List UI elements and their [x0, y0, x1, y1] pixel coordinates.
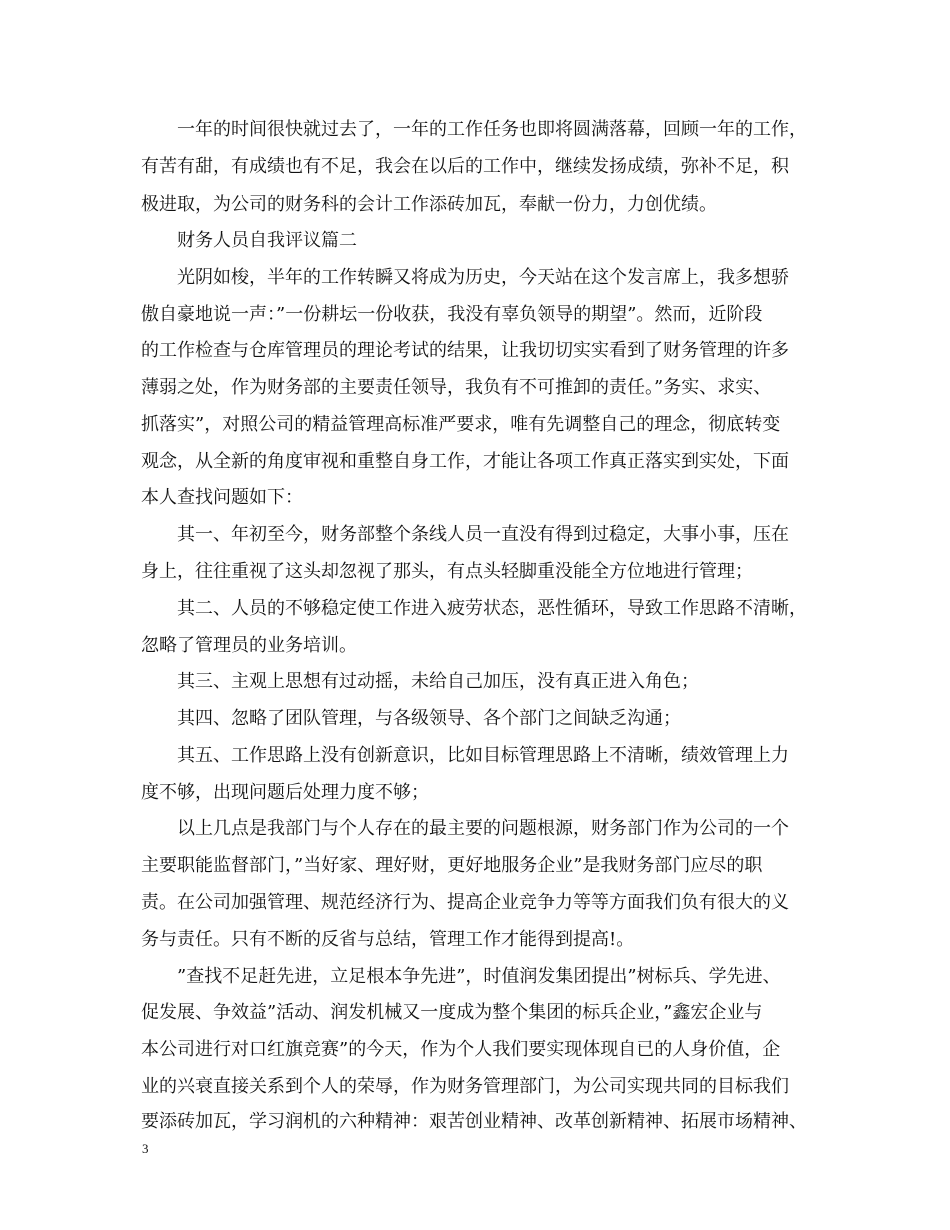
text-line: 光阴如梭，半年的工作转瞬又将成为历史，今天站在这个发言席上，我多想骄 — [177, 267, 789, 288]
page-number: 3 — [142, 1141, 149, 1156]
text-line: 务与责任。只有不断的反省与总结，管理工作才能得到提高!。 — [141, 929, 635, 950]
text-line: 傲自豪地说一声：”一份耕坛一份收获，我没有辜负领导的期望”。然而，近阶段 — [141, 304, 763, 325]
text-line: 度不够，出现问题后处理力度不够； — [141, 782, 429, 803]
section-heading: 财务人员自我评议篇二 — [177, 230, 357, 251]
text-line: 要添砖加瓦，学习润机的六种精神：艰苦创业精神、改革创新精神、拓展市场精神、 — [141, 1111, 807, 1132]
text-line: 其二、人员的不够稳定使工作进入疲劳状态，恶性循环，导致工作思路不清晰， — [177, 598, 807, 619]
text-line: 业的兴衰直接关系到个人的荣辱，作为财务管理部门，为公司实现共同的目标我们 — [141, 1076, 789, 1097]
text-line: 薄弱之处，作为财务部的主要责任领导，我负有不可推卸的责任。”务实、求实、 — [141, 377, 772, 398]
text-line: 其五、工作思路上没有创新意识，比如目标管理思路上不清晰，绩效管理上力 — [177, 745, 789, 766]
text-line: 有苦有甜，有成绩也有不足，我会在以后的工作中，继续发扬成绩，弥补不足，积 — [141, 156, 789, 177]
text-line: 其一、年初至今，财务部整个条线人员一直没有得到过稳定，大事小事，压在 — [177, 524, 789, 545]
text-line: 其三、主观上思想有过动摇，未给自己加压，没有真正进入角色； — [177, 671, 699, 692]
text-line: 身上，往往重视了这头却忽视了那头，有点头轻脚重没能全方位地进行管理； — [141, 561, 753, 582]
text-line: 忽略了管理员的业务培训。 — [141, 635, 357, 656]
text-line: 极进取，为公司的财务科的会计工作添砖加瓦，奉献一份力，力创优绩。 — [141, 194, 717, 215]
text-line: 本人查找问题如下： — [141, 487, 303, 508]
text-line: 本公司进行对口红旗竞赛”的今天，作为个人我们要实现体现自已的人身价值，企 — [141, 1039, 781, 1060]
text-line: 其四、忽略了团队管理，与各级领导、各个部门之间缺乏沟通； — [177, 708, 681, 729]
text-line: 抓落实”，对照公司的精益管理高标准严要求，唯有先调整自己的理念，彻底转变 — [141, 414, 781, 435]
text-line: 主要职能监督部门，”当好家、理好财，更好地服务企业”是我财务部门应尽的职 — [141, 855, 763, 876]
text-line: 一年的时间很快就过去了，一年的工作任务也即将圆满落幕，回顾一年的工作， — [177, 119, 807, 140]
text-line: 观念，从全新的角度审视和重整自身工作，才能让各项工作真正落实到实处，下面 — [141, 451, 789, 472]
text-line: ”查找不足赶先进，立足根本争先进”，时值润发集团提出”树标兵、学先进、 — [177, 966, 781, 987]
text-line: 促发展、争效益”活动、润发机械又一度成为整个集团的标兵企业，”鑫宏企业与 — [141, 1002, 763, 1023]
text-line: 的工作检查与仓库管理员的理论考试的结果，让我切切实实看到了财务管理的许多 — [141, 340, 789, 361]
text-line: 责。在公司加强管理、规范经济行为、提高企业竞争力等等方面我们负有很大的义 — [141, 892, 789, 913]
text-line: 以上几点是我部门与个人存在的最主要的问题根源，财务部门作为公司的一个 — [177, 818, 789, 839]
